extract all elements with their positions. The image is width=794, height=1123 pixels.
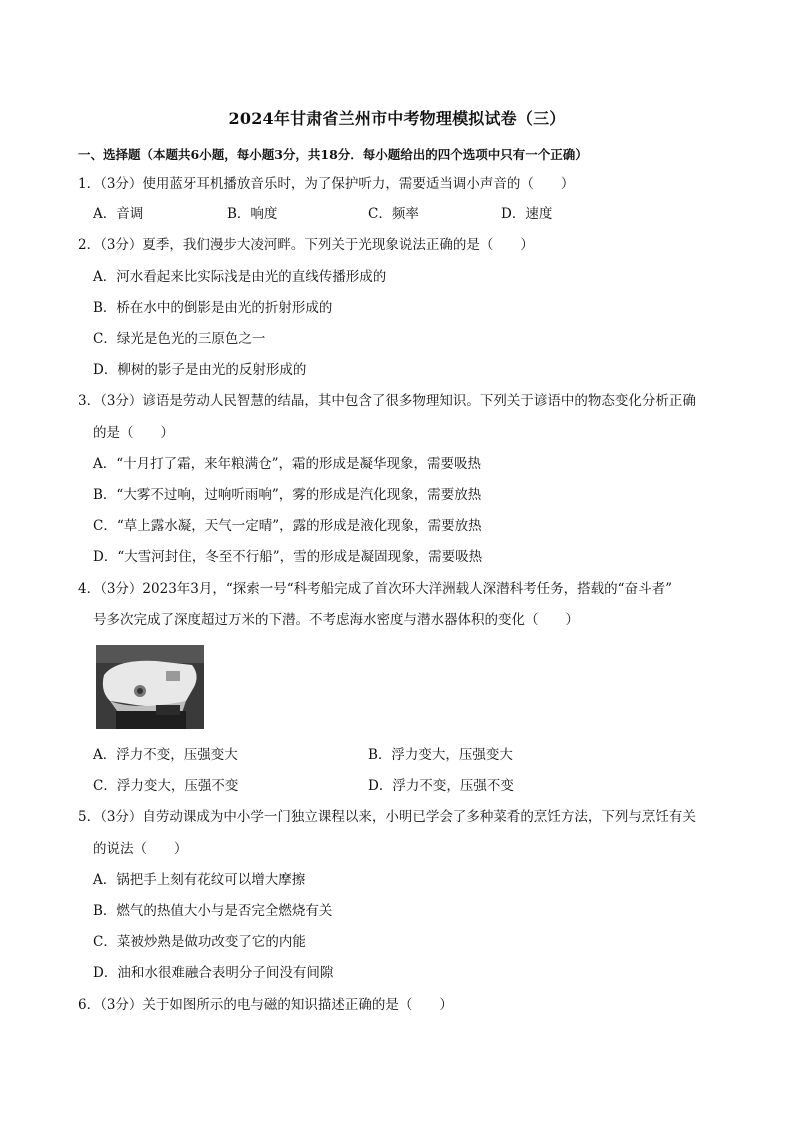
question-6-stem: 6．（3分）关于如图所示的电与磁的知识描述正确的是（ ） [78,997,453,1013]
question-1-option-b: B．响度 [227,206,278,222]
question-3-option-d: D．“大雪河封住，冬至不行船”，雪的形成是凝固现象，需要吸热 [93,549,483,565]
question-1-option-c: C．频率 [368,206,419,222]
question-4-option-d: D．浮力不变，压强不变 [368,778,514,794]
question-3-stem-cont: 的是（ ） [93,425,174,441]
question-4-stem-cont: 号多次完成了深度超过万米的下潜。不考虑海水密度与潜水器体积的变化（ ） [93,612,579,628]
question-3-option-a: A．“十月打了霜，来年粮满仓”，霜的形成是凝华现象，需要吸热 [93,456,482,472]
question-4-option-a: A．浮力不变，压强变大 [93,747,238,763]
question-2-option-a: A．河水看起来比实际浅是由光的直线传播形成的 [93,269,387,285]
question-1-option-a: A．音调 [93,206,144,222]
question-2-option-d: D．柳树的影子是由光的反射形成的 [93,362,307,378]
submersible-photo [96,645,204,729]
question-2-option-b: B．桥在水中的倒影是由光的折射形成的 [93,300,333,316]
question-3-option-c: C．“草上露水凝，天气一定晴”，露的形成是液化现象，需要放热 [93,518,482,534]
question-5-option-d: D．油和水很难融合表明分子间没有间隙 [93,965,334,981]
question-5-stem: 5．（3分）自劳动课成为中小学一门独立课程以来，小明已学会了多种菜肴的烹饪方法，下列与烹饪有关 [78,809,696,825]
submersible-illustration [96,645,204,729]
question-1-option-d: D．速度 [501,206,553,222]
question-5-option-c: C．菜被炒熟是做功改变了它的内能 [93,934,306,950]
question-4-option-b: B．浮力变大，压强变大 [368,747,513,763]
section-heading: 一、选择题（本题共6小题，每小题3分，共18分．每小题给出的四个选项中只有一个正确） [78,147,588,162]
question-5-option-b: B．燃气的热值大小与是否完全燃烧有关 [93,903,333,919]
question-4-option-c: C．浮力变大，压强不变 [93,778,239,794]
question-2-stem: 2．（3分）夏季，我们漫步大凌河畔。下列关于光现象说法正确的是（ ） [78,237,534,253]
question-3-stem: 3．（3分）谚语是劳动人民智慧的结晶，其中包含了很多物理知识。下列关于谚语中的物态变化分析正确 [78,393,696,409]
question-5-option-a: A．锅把手上刻有花纹可以增大摩擦 [93,872,306,888]
question-4-stem: 4．（3分）2023年3月，“探索一号“科考船完成了首次环大洋洲载人深潜科考任务，搭载的“奋斗者” [78,581,672,597]
question-1-stem: 1．（3分）使用蓝牙耳机播放音乐时，为了保护听力，需要适当调小声音的（ ） [78,176,575,192]
question-2-option-c: C．绿光是色光的三原色之一 [93,331,266,347]
question-5-stem-cont: 的说法（ ） [93,841,188,857]
question-3-option-b: B．“大雾不过响，过响听雨响”，雾的形成是汽化现象，需要放热 [93,487,482,503]
page-title: 2024年甘肃省兰州市中考物理模拟试卷（三） [228,109,566,128]
